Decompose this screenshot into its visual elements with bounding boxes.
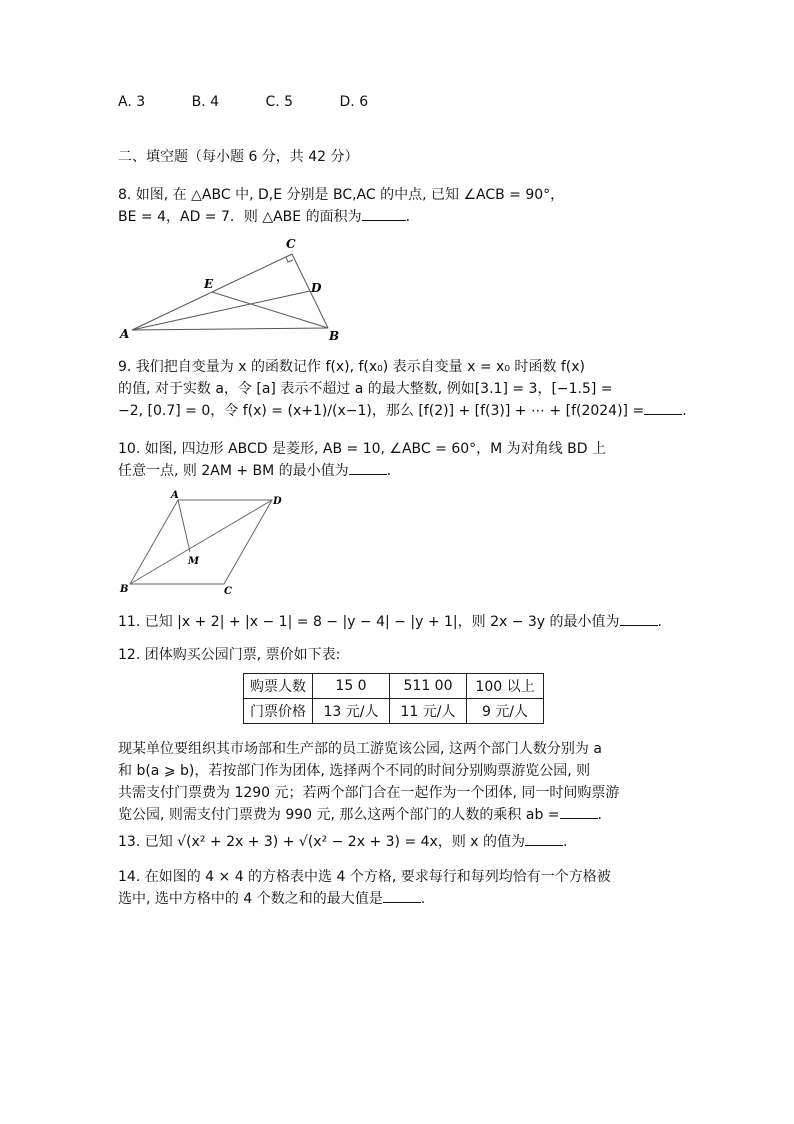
q13-text: 13. 已知 √(x² + 2x + 3) + √(x² − 2x + 3) = 4x，则 x 的值为 (118, 834, 526, 850)
choice-d: D. 6 (339, 94, 369, 110)
q14-line2-text: 选中, 选中方格中的 4 个数之和的最大值是 (118, 891, 383, 907)
answer-blank (644, 402, 682, 415)
label-m: M (188, 556, 200, 567)
q8-line2 (118, 206, 410, 226)
q9-line3 (118, 400, 687, 420)
label-c: C (224, 586, 232, 596)
q8-line1: 8. 如图, 在 △ABC 中, D,E 分别是 BC,AC 的中点, 已知 ∠ACB = 90°， (118, 187, 565, 203)
ticket-price-table (243, 673, 544, 724)
table-cell: 13 元/人 (313, 699, 390, 724)
q9-line2: 的值, 对于实数 a，令 [a] 表示不超过 a 的最大整数, 例如[3.1] = 3，[−1.5] = (118, 381, 613, 397)
label-d: D (311, 281, 322, 295)
label-d: D (273, 496, 282, 507)
q11-text: 11. 已知 |x + 2| + |x − 1| = 8 − |y − 4| − |y + 1|，则 2x − 3y 的最小值为 (118, 614, 620, 630)
q12-line4-text: 览公园, 则需支付门票费为 990 元, 那么这两个部门的人数的乘积 ab = (118, 807, 560, 823)
choice-b: B. 4 (191, 94, 220, 110)
table-cell: 511 00 (390, 674, 467, 699)
label-b: B (120, 584, 129, 595)
q12-line3: 共需支付门票费为 1290 元；若两个部门合在一起作为一个团体, 同一时间购票游 (118, 785, 620, 801)
answer-blank (620, 613, 658, 626)
label-e: E (204, 277, 214, 291)
label-b: B (329, 329, 340, 343)
q14-line2 (118, 888, 425, 908)
q10-line2-text: 任意一点, 则 2AM + BM 的最小值为 (118, 463, 349, 479)
choice-a: A. 3 (118, 94, 146, 110)
answer-blank (560, 806, 598, 819)
q8-line2-text: BE = 4，AD = 7．则 △ABE 的面积为 (118, 209, 362, 225)
q13-line (118, 831, 567, 851)
table-row (244, 674, 544, 699)
q8-triangle-figure (110, 232, 350, 344)
label-a: A (171, 490, 179, 501)
q12-period: . (597, 807, 602, 823)
q10-line1: 10. 如图, 四边形 ABCD 是菱形, AB = 10, ∠ABC = 60°，M 为对角线 BD 上 (118, 441, 606, 457)
q10-period: . (386, 463, 392, 479)
q9-line3-text: −2, [0.7] = 0，令 f(x) = (x+1)/(x−1)，那么 [f(2)] + [f(3)] + ⋯ + [f(2024)] = (118, 403, 645, 419)
q11-line (118, 611, 662, 631)
table-cell: 100 以上 (467, 674, 544, 699)
q13-period: . (563, 834, 568, 850)
q8-period: . (405, 209, 411, 225)
label-c: C (286, 237, 296, 251)
q12-intro: 12. 团体购买公园门票, 票价如下表: (118, 647, 341, 663)
answer-blank (383, 890, 421, 903)
answer-blank (525, 833, 563, 846)
q9-period: . (682, 403, 687, 419)
q12-line1: 现某单位要组织其市场部和生产部的员工游览该公园, 这两个部门人数分别为 a (118, 741, 602, 757)
q12-line2: 和 b(a ⩾ b)，若按部门作为团体, 选择两个不同的时间分别购票游览公园, 则 (118, 763, 591, 779)
answer-blank (362, 208, 406, 221)
table-cell: 门票价格 (244, 699, 313, 724)
table-cell: 9 元/人 (467, 699, 544, 724)
choice-c: C. 5 (265, 94, 294, 110)
label-a: A (120, 327, 130, 341)
choice-row (118, 94, 410, 110)
section-title: 二、填空题（每小题 6 分，共 42 分） (118, 149, 359, 165)
table-cell: 11 元/人 (390, 699, 467, 724)
table-cell: 购票人数 (244, 674, 313, 699)
q14-period: . (420, 891, 426, 907)
table-cell: 15 0 (313, 674, 390, 699)
q9-line1: 9. 我们把自变量为 x 的函数记作 f(x), f(x₀) 表示自变量 x = x₀ 时函数 f(x) (118, 359, 585, 375)
q12-line4 (118, 804, 602, 824)
q14-line1: 14. 在如图的 4 × 4 的方格表中选 4 个方格, 要求每行和每列均恰有一个方格被 (118, 869, 611, 885)
q10-line2 (118, 460, 391, 480)
table-row (244, 699, 544, 724)
q11-period: . (657, 614, 662, 630)
q10-rhombus-figure (114, 486, 294, 596)
answer-blank (349, 462, 387, 475)
